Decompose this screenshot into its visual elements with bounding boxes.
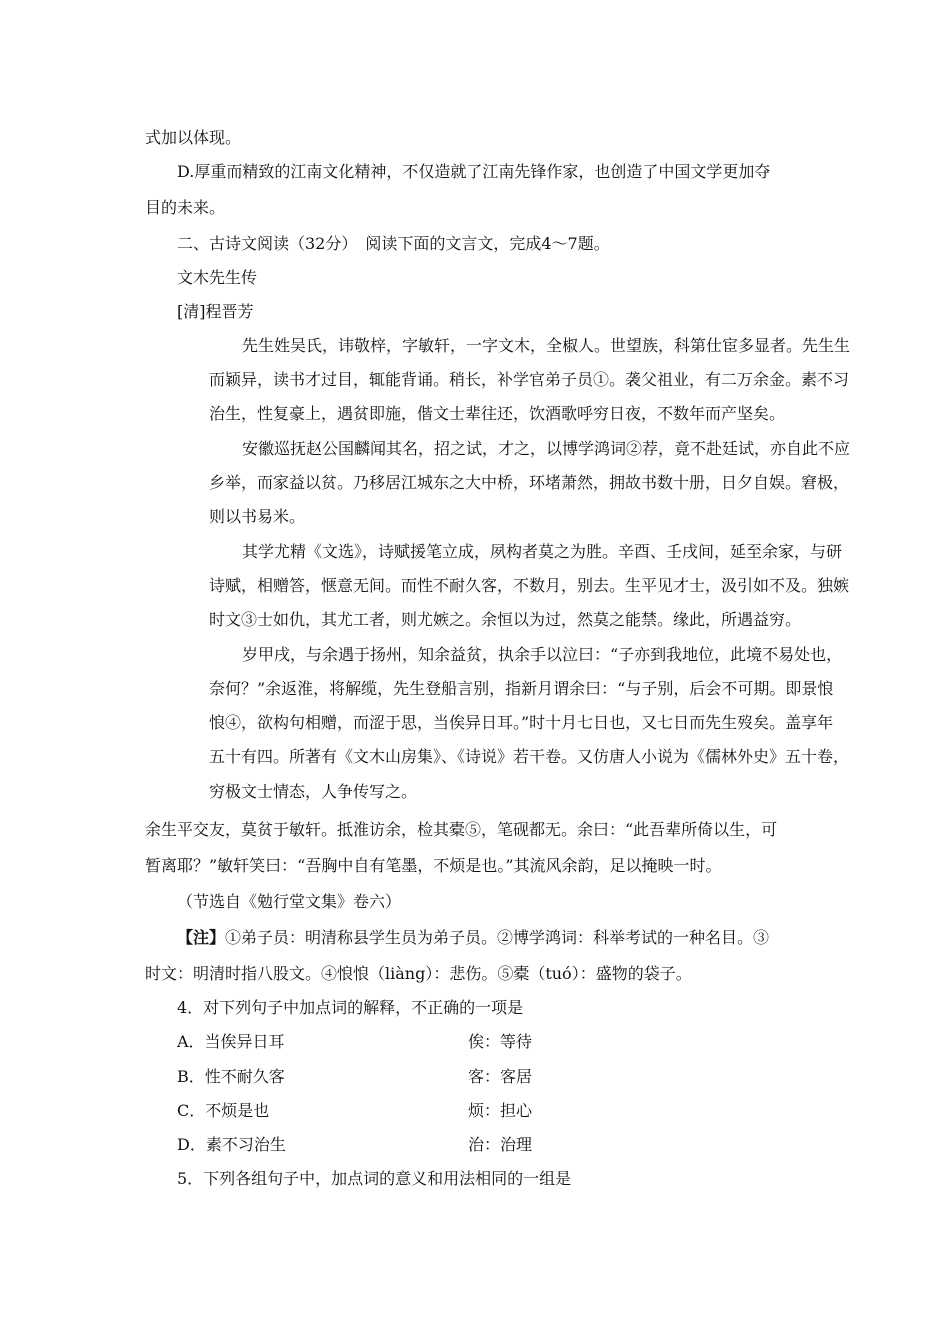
q4-option-b-gloss: 客：客居 (468, 1067, 533, 1086)
q4-option-c-gloss: 烦：担心 (468, 1101, 533, 1120)
passage-author: [清]程晋芳 (177, 302, 254, 321)
question-4-stem: 4．对下列句子中加点词的解释，不正确的一项是 (177, 998, 524, 1017)
notes-line1 (177, 928, 769, 948)
q4-option-b: B．性不耐久客 (177, 1067, 285, 1086)
q4-option-a: A．当俟异日耳 (177, 1032, 285, 1051)
passage-line: 余生平交友，莫贫于敏轩。抵淮访余，检其橐⑤，笔砚都无。余曰：“此吾辈所倚以生，可 (145, 820, 778, 839)
passage-title: 文木先生传 (177, 268, 258, 287)
passage-line: 乡举，而家益以贫。乃移居江城东之大中桥，环堵萧然，拥故书数十册，日夕自娱。窘极， (209, 473, 850, 492)
notes-label: 【注】 (177, 928, 226, 947)
passage-line: 则以书易米。 (209, 507, 306, 526)
option-d-line1: D.厚重而精致的江南文化精神，不仅造就了江南先锋作家，也创造了中国文学更加夺 (177, 162, 771, 181)
passage-line: 其学尤精《文选》，诗赋援笔立成，夙构者莫之为胜。辛酉、壬戌间，延至余家，与研 (242, 542, 843, 561)
q4-option-d-gloss: 治：治理 (468, 1135, 533, 1154)
q4-option-d: D．素不习治生 (177, 1135, 286, 1154)
passage-line: 先生姓吴氏，讳敬梓，字敏轩，一字文木，全椒人。世望族，科第仕宦多显者。先生生 (242, 336, 851, 355)
passage-line: 治生，性复豪上，遇贫即施，偕文士辈往还，饮酒歌呼穷日夜，不数年而产坚矣。 (209, 404, 786, 423)
passage-line: 五十有四。所著有《文木山房集》、《诗说》若干卷。又仿唐人小说为《儒林外史》五十卷， (209, 747, 850, 766)
notes-text: ①弟子员：明清称县学生员为弟子员。②博学鸿词：科举考试的一种名目。③ (225, 928, 770, 947)
q4-option-a-gloss: 俟：等待 (468, 1032, 533, 1051)
passage-line: 安徽巡抚赵公国麟闻其名，招之试，才之，以博学鸿词②荐，竟不赴廷试，亦自此不应 (242, 439, 851, 458)
passage-source: （节选自《勉行堂文集》卷六） (177, 892, 402, 911)
passage-line: 悢④，欲构句相赠，而涩于思，当俟异日耳。”时十月七日也，又七日而先生歿矣。盖享年 (209, 713, 834, 732)
q4-option-c: C．不烦是也 (177, 1101, 270, 1120)
option-d-line2: 目的未来。 (145, 198, 226, 217)
passage-line: 岁甲戌，与余遇于扬州，知余益贫，执余手以泣曰：“子亦到我地位，此境不易处也， (242, 645, 843, 664)
passage-line: 奈何？”余返淮，将解缆，先生登船言别，指新月谓余曰：“与子别，后会不可期。即景悢 (209, 679, 834, 698)
question-5-stem: 5．下列各组句子中，加点词的意义和用法相同的一组是 (177, 1169, 572, 1188)
intro-line: 式加以体现。 (145, 128, 242, 147)
passage-line: 穷极文士情态，人争传写之。 (209, 782, 418, 801)
passage-line: 时文③士如仇，其尤工者，则尤嫉之。余恒以为过，然莫之能禁。缘此，所遇益穷。 (209, 610, 802, 629)
passage-line: 暂离耶？”敏轩笑曰：“吾胸中自有笔墨，不烦是也。”其流风余韵，足以掩映一时。 (145, 856, 722, 875)
passage-line: 而颖异，读书才过目，辄能背诵。稍长，补学官弟子员①。袭父祖业，有二万余金。素不习 (209, 370, 850, 389)
notes-line2: 时文：明清时指八股文。④悢悢（liàng）：悲伤。⑤橐（tuó）：盛物的袋子。 (145, 964, 692, 983)
passage-line: 诗赋，相赠答，惬意无间。而性不耐久客，不数月，别去。生平见才士，汲引如不及。独嫉 (209, 576, 850, 595)
section-heading: 二、古诗文阅读（32分） 阅读下面的文言文，完成4～7题。 (177, 234, 610, 253)
